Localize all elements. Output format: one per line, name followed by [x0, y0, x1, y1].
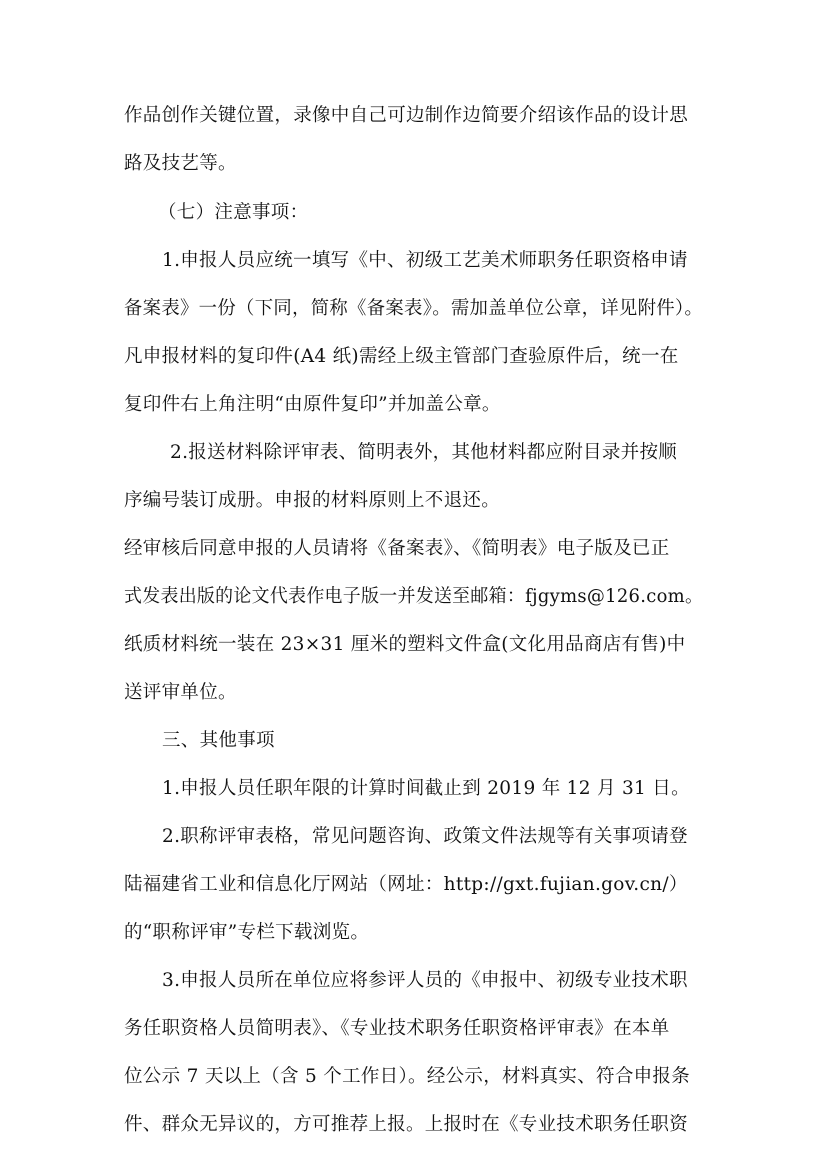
section-heading: （七）注意事项： [158, 202, 309, 223]
text-line: 送评审单位。 [124, 682, 237, 703]
text-line: 凡申报材料的复印件(A4 纸)需经上级主管部门查验原件后，统一在 [124, 346, 679, 367]
text-line: 式发表出版的论文代表作电子版一并发送至邮箱：fjgyms@126.com。 [124, 586, 704, 607]
text-line: 序编号装订成册。申报的材料原则上不退还。 [124, 490, 501, 511]
text-line: 经审核后同意申报的人员请将《备案表》、《简明表》电子版及已正 [124, 538, 670, 559]
text-line: 作品创作关键位置，录像中自己可边制作边简要介绍该作品的设计思 [124, 105, 689, 126]
text-line: 路及技艺等。 [124, 153, 237, 174]
text-line: 陆福建省工业和信息化厅网站（网址：http://gxt.fujian.gov.cn/） [124, 874, 688, 895]
text-line: 务任职资格人员简明表》、《专业技术职务任职资格评审表》在本单 [124, 1018, 670, 1039]
text-line: 件、群众无异议的，方可推荐上报。上报时在《专业技术职务任职资 [124, 1114, 689, 1135]
text-line: 复印件右上角注明“由原件复印”并加盖公章。 [124, 394, 501, 415]
text-line: 纸质材料统一装在 23×31 厘米的塑料文件盒(文化用品商店有售)中 [124, 634, 686, 655]
text-line: 2.报送材料除评审表、简明表外，其他材料都应附目录并按顺 [170, 442, 678, 463]
text-line: 1.申报人员任职年限的计算时间截止到 2019 年 12 月 31 日。 [162, 778, 690, 799]
text-line: 位公示 7 天以上（含 5 个工作日）。经公示，材料真实、符合申报条 [124, 1066, 691, 1087]
text-line: 备案表》一份（下同，简称《备案表》。需加盖单位公章，详见附件）。 [124, 298, 704, 319]
text-line: 2.职称评审表格，常见问题咨询、政策文件法规等有关事项请登 [162, 826, 688, 847]
text-line: 1.申报人员应统一填写《中、初级工艺美术师职务任职资格申请 [162, 250, 688, 271]
text-line: 的“职称评审”专栏下载浏览。 [124, 922, 370, 943]
text-line: 3.申报人员所在单位应将参评人员的《申报中、初级专业技术职 [162, 970, 688, 991]
section-heading: 三、其他事项 [162, 730, 275, 751]
